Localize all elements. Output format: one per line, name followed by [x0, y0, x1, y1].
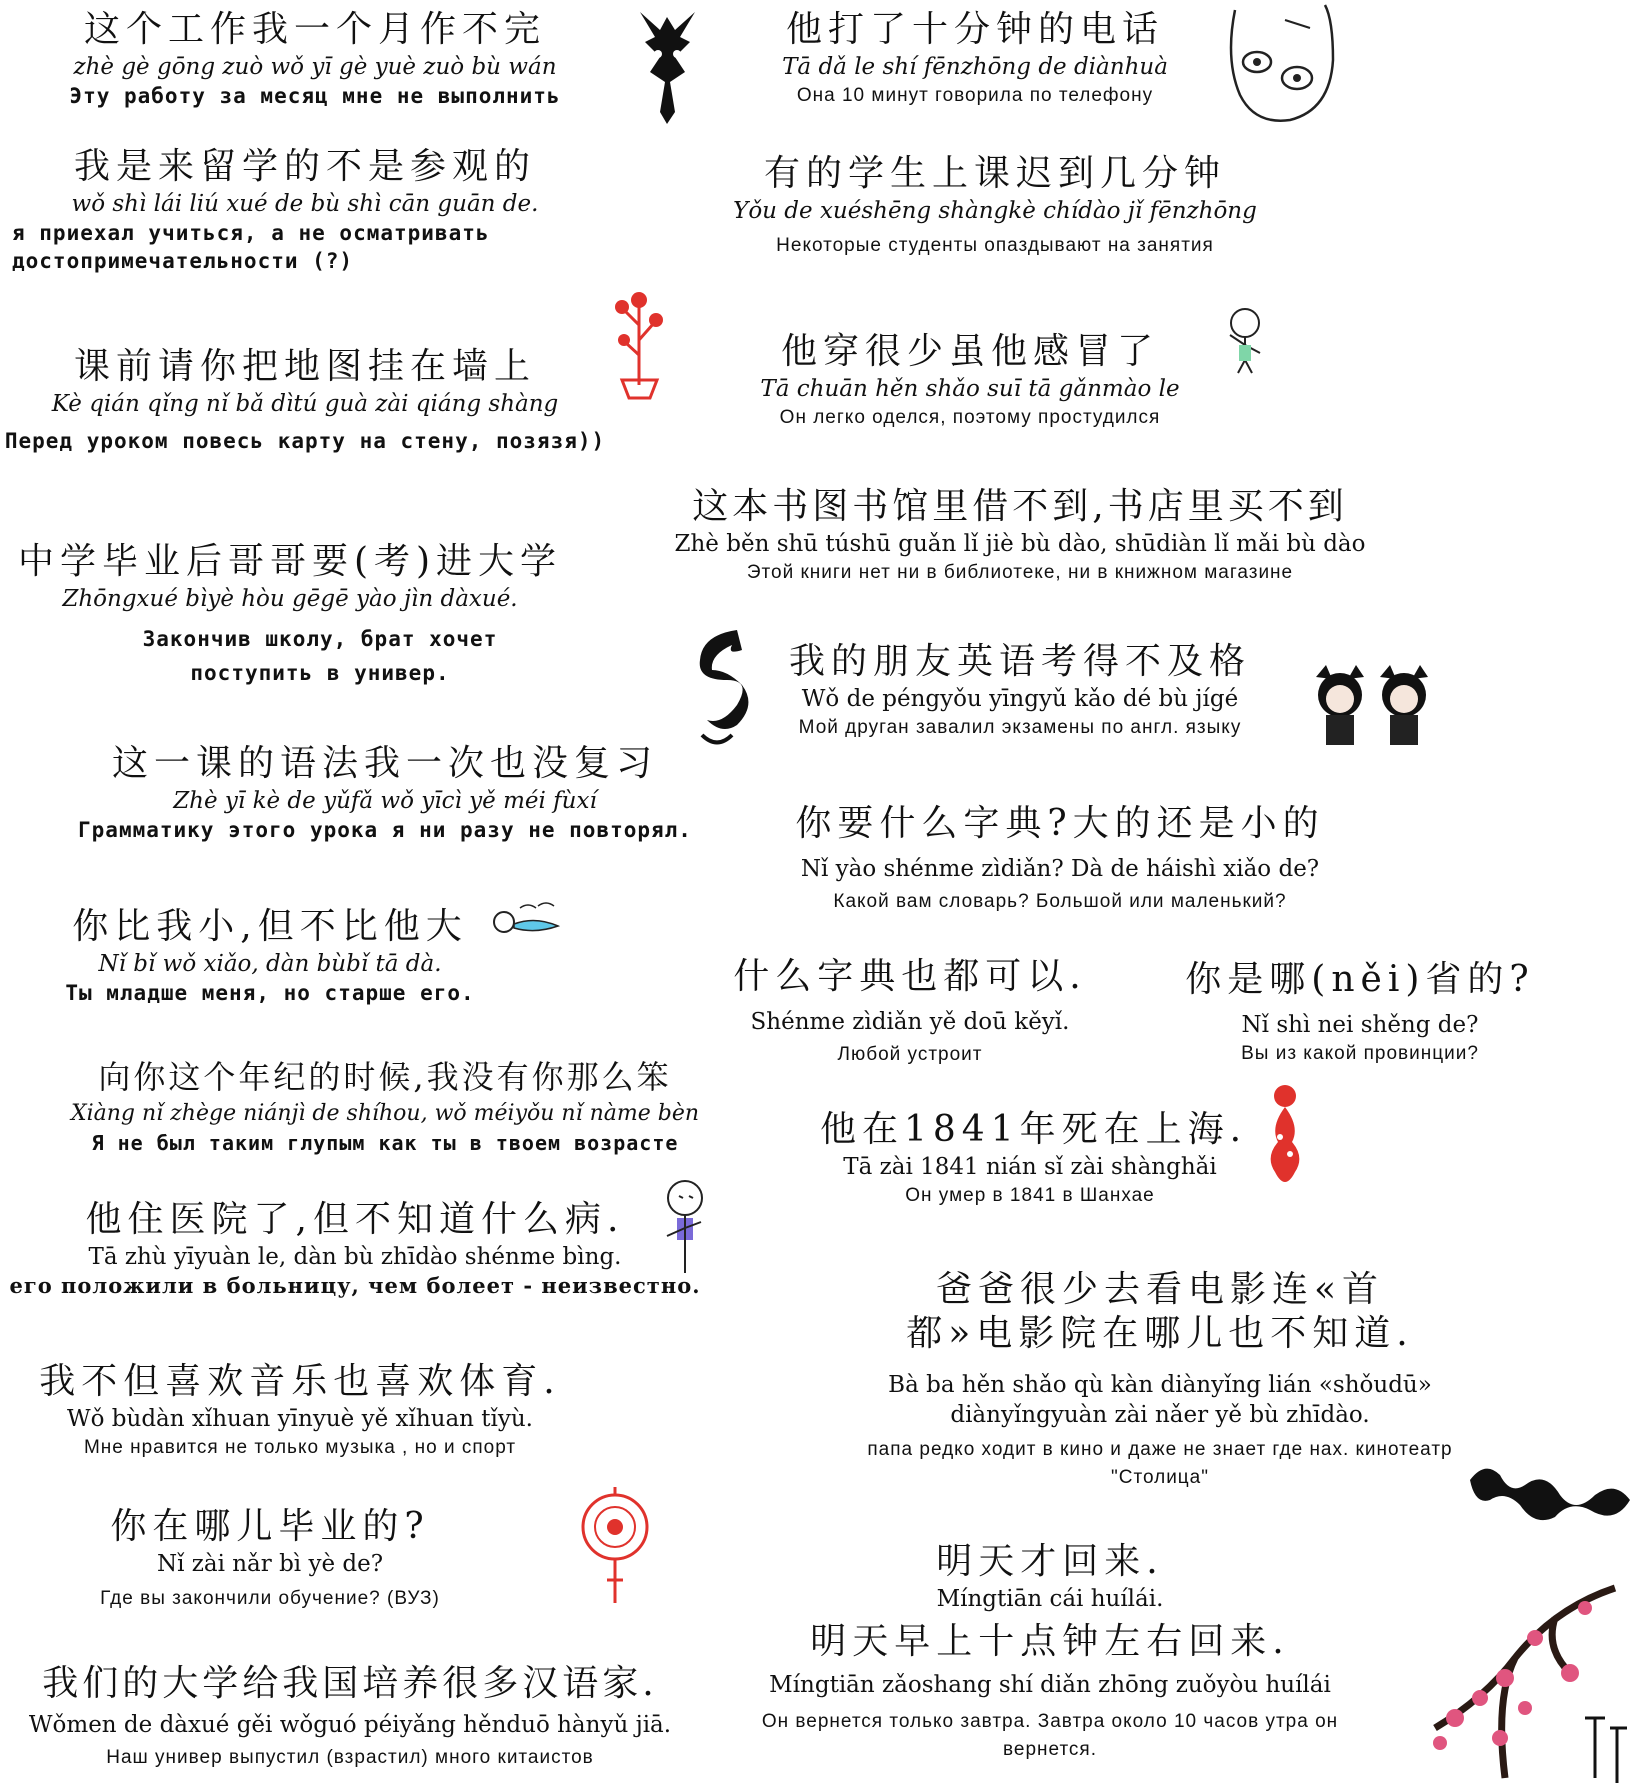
chinese-text: 我是来留学的不是参观的: [73, 146, 536, 187]
chinese-text: 这本书图书馆里借不到,书店里买不到: [692, 486, 1348, 527]
pinyin-text: Kè qián qǐng nǐ bǎ dìtú guà zài qiáng shàng: [51, 391, 559, 417]
chinese-text: 你比我小,但不比他大: [72, 906, 468, 947]
phrase-card: [0, 742, 770, 844]
russian-text: Какой вам словарь? Большой или маленький?: [833, 891, 1287, 912]
chinese-text: 你是哪(něi)省的?: [1185, 959, 1535, 1000]
stick-figure-purple-icon: [655, 1178, 715, 1278]
phrase-card: [740, 8, 1210, 110]
plum-blossom-icon: [1395, 1578, 1635, 1790]
chinese-text: 课前请你把地图挂在墙上: [73, 346, 536, 387]
chinese-text: 什么字典也都可以.: [733, 956, 1087, 997]
pinyin-text: Míngtiān cái huílái.: [936, 1586, 1164, 1612]
red-flower-pot-icon: [612, 285, 667, 400]
chinese-knot-icon: [575, 1485, 655, 1605]
phrase-card: [820, 1108, 1248, 1210]
pinyin-text: Nǐ yào shénme zìdiǎn? Dà de háishì xiǎo de?: [800, 856, 1320, 882]
phrase-card: [0, 1505, 540, 1613]
russian-text: Он легко оделся, поэтому простудился: [779, 407, 1161, 428]
dragon-mask-icon: [630, 2, 705, 127]
phrase-card: [720, 330, 1220, 432]
phrase-card: [0, 905, 540, 1007]
phrase-card: [700, 152, 1290, 260]
pinyin-text: Xiàng nǐ zhège niánjì de shíhou, wǒ méiyǒu nǐ nàme bèn: [70, 1101, 700, 1126]
swimmer-doodle-icon: [490, 900, 565, 940]
phrase-card: [720, 955, 1100, 1069]
chinese-text: 这个工作我一个月作不完: [83, 9, 546, 50]
phrase-card: [0, 1198, 710, 1300]
chinese-text: 向你这个年纪的时候,我没有你那么笨: [98, 1058, 672, 1096]
russian-text: Мне нравится не только музыка , но и спорт: [83, 1437, 517, 1458]
russian-text: Мой друган завалил экзамены по англ. языку: [798, 717, 1242, 738]
russian-text: Она 10 минут говорила по телефону: [796, 85, 1154, 106]
russian-text: папа редко ходит в кино и даже не знает где нах. кинотеатр "Столица": [867, 1439, 1453, 1488]
phrase-card: [0, 8, 630, 110]
phrase-card: [1170, 958, 1550, 1068]
russian-text: Вы из какой провинции?: [1241, 1043, 1479, 1064]
pinyin-text: Bà ba hěn shǎo qù kàn diànyǐng lián «shǒudū» diànyǐngyuàn zài nǎer yě bù zhīdào.: [888, 1372, 1432, 1428]
phrase-card: [0, 345, 610, 455]
red-papercut-icon: [1260, 1082, 1310, 1197]
phrase-card: [640, 485, 1400, 587]
pinyin-text: Nǐ bǐ wǒ xiǎo, dàn bùbǐ tā dà.: [98, 951, 442, 977]
pinyin-text: Zhè yī kè de yǔfǎ wǒ yīcì yě méi fùxí: [173, 788, 597, 814]
chibi-cats-icon: [1308, 665, 1438, 750]
chinese-text: 明天早上十点钟左右回来.: [810, 1621, 1290, 1662]
pinyin-text: Zhè běn shū túshū guǎn lǐ jiè bù dào, shūdiàn lǐ mǎi bù dào: [674, 531, 1366, 557]
chinese-text: 这一课的语法我一次也没复习: [111, 743, 658, 784]
russian-text: Любой устроит: [837, 1044, 983, 1065]
russian-text: Где вы закончили обучение? (ВУЗ): [100, 1588, 440, 1609]
chinese-text: 你在哪儿毕业的?: [110, 1506, 430, 1547]
russian-text: Грамматику этого урока я ни разу не повторял.: [78, 818, 692, 842]
chinese-text: 他打了十分钟的电话: [785, 9, 1164, 50]
chinese-text: 你要什么字典?大的还是小的: [795, 803, 1325, 844]
chinese-text: 他住医院了,但不知道什么病.: [85, 1199, 625, 1240]
pinyin-text: Nǐ shì nei shěng de?: [1241, 1012, 1479, 1038]
pinyin-text: Nǐ zài nǎr bì yè de?: [156, 1551, 384, 1577]
russian-text: Он вернется только завтра. Завтра около 10 часов утра он вернется.: [761, 1711, 1339, 1760]
pinyin-text: Tā zhù yīyuàn le, dàn bù zhīdào shénme bìng.: [88, 1244, 622, 1270]
pinyin-text: zhè gè gōng zuò wǒ yī gè yuè zuò bù wán: [73, 54, 557, 80]
phrase-card: [0, 145, 610, 275]
pinyin-text: Tā dǎ le shí fēnzhōng de diànhuà: [782, 54, 1168, 80]
stick-figure-icon: [1210, 305, 1275, 375]
russian-text: Этой книги нет ни в библиотеке, ни в книжном магазине: [746, 562, 1294, 583]
chinese-text: 我的朋友英语考得不及格: [788, 641, 1251, 682]
russian-text: я приехал учиться, а не осматривать достопримечательности (?): [12, 221, 490, 273]
phrase-card: [0, 1055, 770, 1157]
russian-text: Наш универ выпустил (взрастил) много китаистов: [106, 1747, 594, 1768]
chinese-text: 他在1841年死在上海.: [820, 1109, 1248, 1150]
tribal-dragon-icon: [682, 625, 757, 750]
phrase-card: [780, 802, 1340, 916]
chinese-text: 我们的大学给我国培养很多汉语家.: [42, 1663, 658, 1704]
pinyin-text: Yǒu de xuéshēng shàngkè chídào jǐ fēnzhōng: [733, 198, 1257, 224]
pinyin-text: Wǒ de péngyǒu yīngyǔ kǎo dé bù jígé: [801, 686, 1239, 712]
chinese-text: 中学毕业后哥哥要(考)进大学: [17, 541, 563, 582]
pinyin-text: Míngtiān zǎoshang shí diǎn zhōng zuǒyòu huílái: [769, 1672, 1331, 1698]
pinyin-text: Tā chuān hěn shǎo suī tā gǎnmào le: [760, 376, 1180, 402]
chinese-text: 我不但喜欢音乐也喜欢体育.: [39, 1361, 561, 1402]
pinyin-text: Wǒ bùdàn xǐhuan yīnyuè yě xǐhuan tǐyù.: [67, 1406, 533, 1432]
russian-text: Некоторые студенты опаздывают на занятия: [776, 235, 1214, 256]
russian-text: Ты младше меня, но старше его.: [65, 981, 475, 1005]
russian-text: его положили в больницу, чем болеет - неизвестно.: [9, 1273, 701, 1298]
pinyin-text: Shénme zìdiǎn yě doū kěyǐ.: [750, 1009, 1070, 1035]
phrase-card: [760, 1620, 1340, 1764]
chinese-text: 明天才回来.: [936, 1541, 1164, 1582]
chinese-text: 他穿很少虽他感冒了: [780, 331, 1159, 372]
chinese-text: 爸爸很少去看电影连«首都»电影院在哪儿也不知道.: [906, 1269, 1414, 1354]
russian-text: Он умер в 1841 в Шанхае: [905, 1185, 1155, 1206]
russian-text: Я не был таким глупым как ты в твоем возрасте: [91, 1131, 679, 1155]
phrase-card: [760, 640, 1280, 742]
phrase-card: [830, 1540, 1270, 1614]
phrase-card: [0, 1662, 700, 1772]
pinyin-text: wǒ shì lái liú xué de bù shì cān guān de.: [71, 191, 539, 217]
phrase-card: [800, 1268, 1520, 1492]
phrase-card: [0, 540, 580, 690]
pinyin-text: Tā zài 1841 nián sǐ zài shànghǎi: [843, 1154, 1217, 1180]
phrase-card: [0, 1360, 600, 1462]
russian-text: Закончив школу, брат хочет поступить в универ.: [142, 627, 498, 685]
russian-text: Перед уроком повесь карту на стену, позязя)): [4, 429, 606, 453]
skull-sketch-icon: [1215, 0, 1345, 130]
pinyin-text: Zhōngxué bìyè hòu gēgē yào jìn dàxué.: [62, 586, 518, 612]
chinese-text: 有的学生上课迟到几分钟: [763, 153, 1226, 194]
black-dragon-icon: [1465, 1455, 1635, 1530]
russian-text: Эту работу за месяц мне не выполнить: [69, 84, 561, 108]
pinyin-text: Wǒmen de dàxué gěi wǒguó péiyǎng hěnduō hànyǔ jiā.: [28, 1712, 672, 1738]
